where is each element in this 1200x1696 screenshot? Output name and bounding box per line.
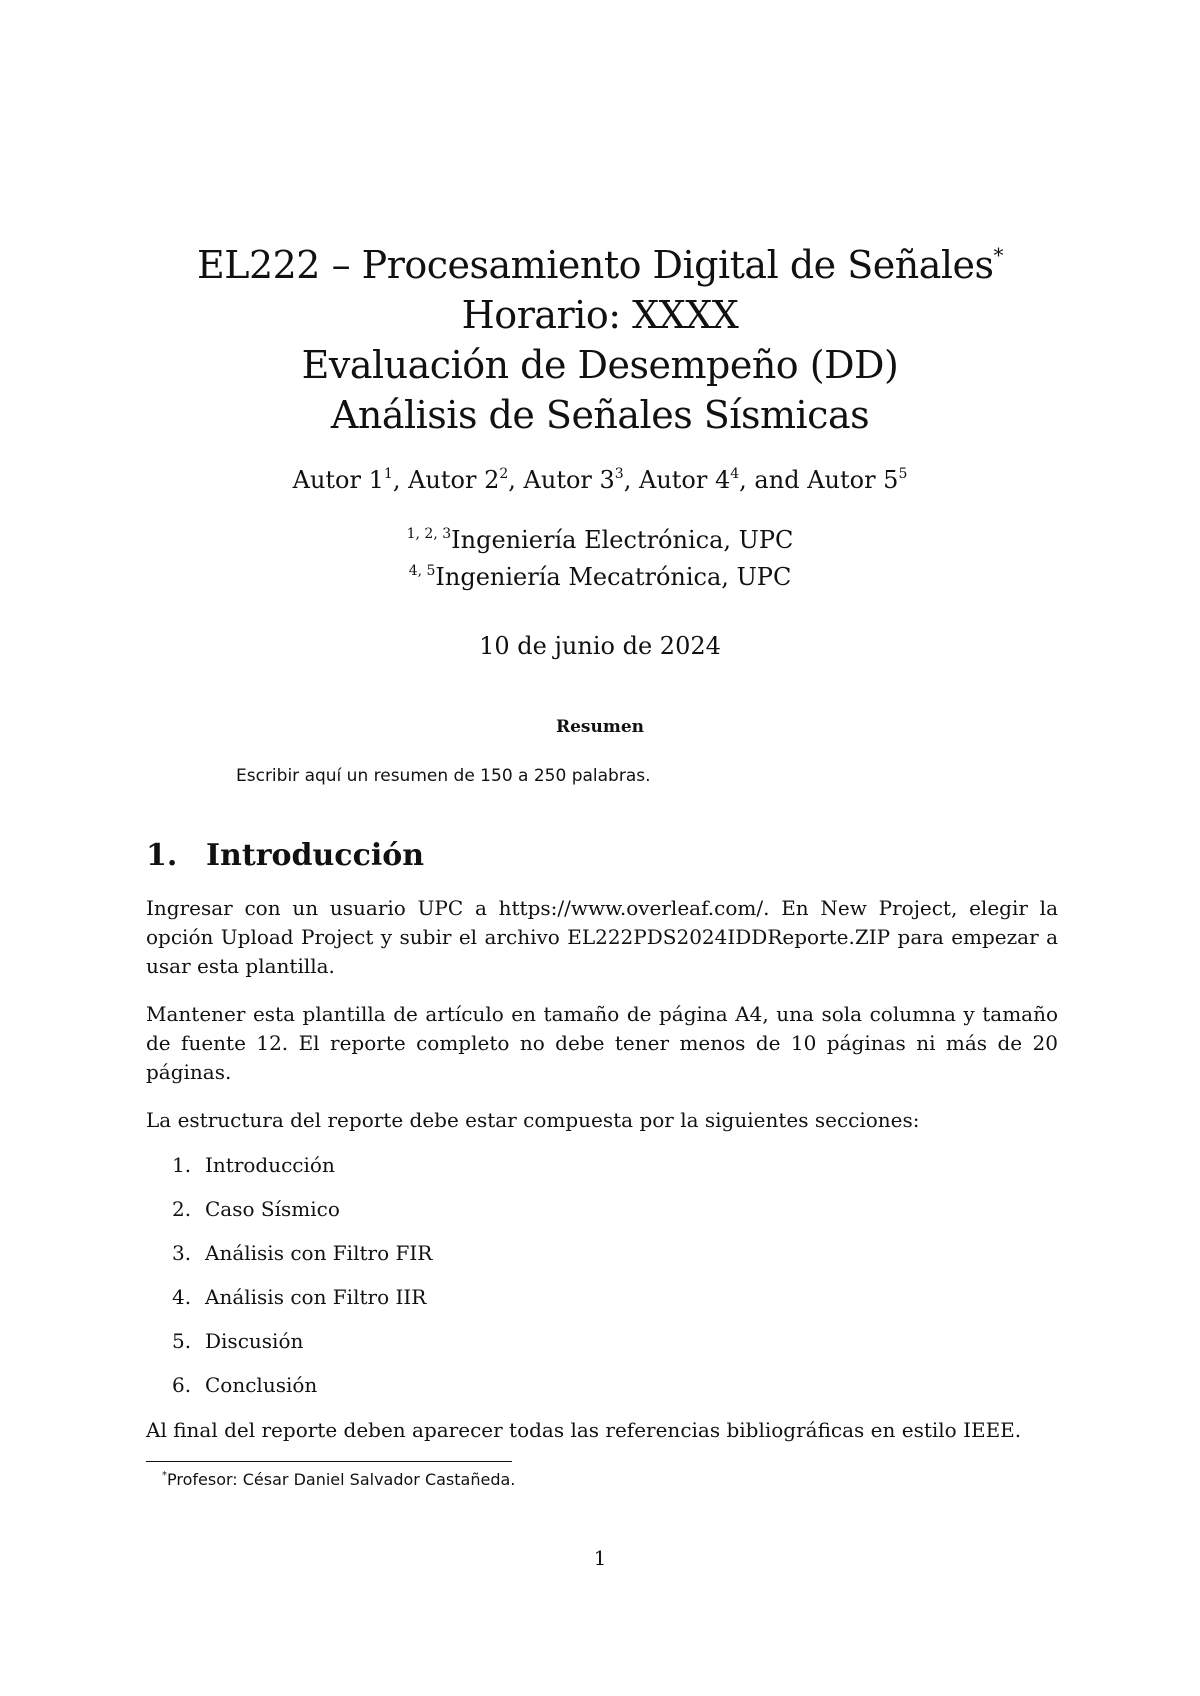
list-item-label: Discusión bbox=[205, 1329, 304, 1353]
author-sup: 2 bbox=[499, 466, 509, 482]
abstract-title: Resumen bbox=[555, 717, 645, 737]
list-item bbox=[172, 1326, 432, 1370]
author-sep: , and bbox=[739, 466, 808, 494]
author-sep: , bbox=[508, 466, 524, 494]
affiliation-sup: 4, 5 bbox=[408, 563, 436, 579]
author-list bbox=[0, 466, 1200, 494]
list-item bbox=[172, 1370, 432, 1414]
list-item-number: 1. bbox=[172, 1153, 192, 1177]
list-item-number: 2. bbox=[172, 1197, 192, 1221]
author-sep: , bbox=[623, 466, 639, 494]
author-sup: 3 bbox=[614, 466, 624, 482]
affiliation-sup: 1, 2, 3 bbox=[406, 526, 452, 542]
section-number: 1. bbox=[146, 838, 178, 873]
footnote-text: Profesor: César Daniel Salvador Castañeda. bbox=[167, 1470, 516, 1489]
document-title bbox=[0, 230, 1200, 440]
author-sep: , bbox=[392, 466, 409, 494]
section-heading bbox=[146, 838, 424, 873]
paragraph-references: Al final del reporte deben aparecer todas las referencias bibliográficas en estilo IEEE. bbox=[146, 1418, 1022, 1442]
paragraph-overleaf: Ingresar con un usuario UPC a https://www.overleaf.com/. En New Project, elegir la opción Upload Project y subir el archivo EL222PDS2024IDDReporte.ZIP para empezar a usar esta plantilla. bbox=[146, 896, 1058, 978]
section-title: Introducción bbox=[206, 838, 425, 873]
list-item-label: Caso Sísmico bbox=[205, 1197, 340, 1221]
affiliation-text: Ingeniería Mecatrónica, UPC bbox=[435, 563, 792, 591]
list-item-number: 6. bbox=[172, 1373, 192, 1397]
title-line-evaluation: Evaluación de Desempeño (DD) bbox=[301, 343, 899, 387]
footnote bbox=[162, 1470, 515, 1489]
paragraph-template-format: Mantener esta plantilla de artículo en tamaño de página A4, una sola columna y tamaño de fuente 12. El reporte completo no debe tener menos de 10 páginas ni más de 20 páginas. bbox=[146, 1002, 1058, 1084]
author-sup: 5 bbox=[898, 466, 908, 482]
page-number: 1 bbox=[593, 1546, 607, 1570]
footnote-mark: * bbox=[162, 1470, 167, 1481]
title-course-text: EL222 – Procesamiento Digital de Señales bbox=[196, 243, 994, 287]
list-item-number: 5. bbox=[172, 1329, 192, 1353]
list-item-number: 3. bbox=[172, 1241, 192, 1265]
affiliation-mecatronica bbox=[0, 563, 1200, 591]
title-footnote-mark: * bbox=[993, 243, 1004, 267]
author-sup: 1 bbox=[383, 466, 393, 482]
list-item bbox=[172, 1194, 432, 1238]
affiliation-electronica bbox=[0, 526, 1200, 554]
list-item-number: 4. bbox=[172, 1285, 192, 1309]
author-name: Autor 3 bbox=[523, 466, 615, 494]
list-item bbox=[172, 1282, 432, 1326]
author-name: Autor 1 bbox=[292, 466, 384, 494]
title-line-schedule: Horario: XXXX bbox=[461, 293, 739, 337]
list-item-label: Conclusión bbox=[205, 1373, 318, 1397]
list-item-label: Introducción bbox=[205, 1153, 335, 1177]
abstract-text: Escribir aquí un resumen de 150 a 250 palabras. bbox=[236, 766, 651, 786]
list-item bbox=[172, 1150, 432, 1194]
author-name: Autor 5 bbox=[807, 466, 899, 494]
document-date: 10 de junio de 2024 bbox=[479, 632, 721, 660]
author-name: Autor 2 bbox=[408, 466, 500, 494]
author-name: Autor 4 bbox=[638, 466, 731, 494]
author-sup: 4 bbox=[730, 466, 740, 482]
footnote-rule bbox=[146, 1461, 512, 1462]
paragraph-structure: La estructura del reporte debe estar compuesta por la siguientes secciones: bbox=[146, 1108, 920, 1132]
list-item bbox=[172, 1238, 432, 1282]
affiliation-text: Ingeniería Electrónica, UPC bbox=[451, 526, 794, 554]
list-item-label: Análisis con Filtro IIR bbox=[205, 1285, 427, 1309]
title-line-course bbox=[0, 230, 1200, 290]
title-line-topic: Análisis de Señales Sísmicas bbox=[330, 393, 870, 437]
sections-list bbox=[172, 1150, 432, 1414]
list-item-label: Análisis con Filtro FIR bbox=[205, 1241, 433, 1265]
